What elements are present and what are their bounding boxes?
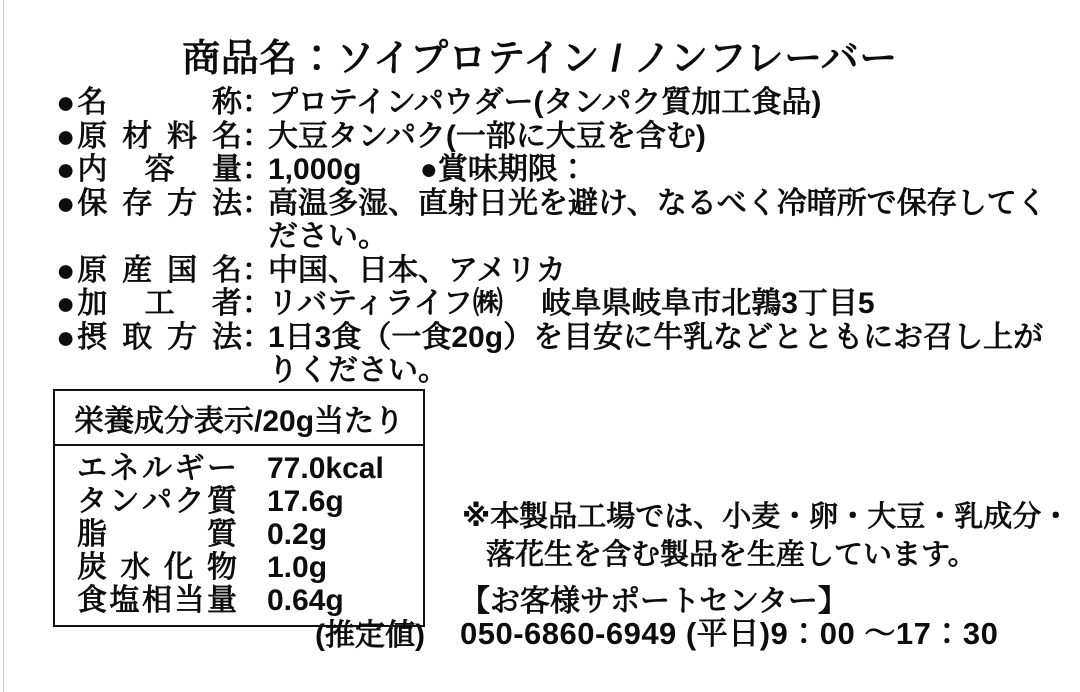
product-title: 商品名：ソイプロテイン / ノンフレーバー: [182, 38, 898, 80]
row-value: [268, 321, 1074, 388]
bullet-icon: ●: [56, 285, 76, 321]
row-label: [56, 84, 272, 120]
allergen-notice: [462, 498, 1072, 574]
label-colon: ：: [242, 253, 272, 287]
bullet-icon: ●: [56, 117, 76, 154]
row-value-line: 中国、日本、アメリカ: [268, 253, 566, 287]
info-row-origin: [56, 251, 1074, 288]
bullet-icon: ●: [56, 251, 76, 288]
row-value: [268, 86, 1074, 120]
row-value-line: 大豆タンパク(一部に大豆を含む): [268, 119, 706, 153]
bullet-icon: ●: [56, 84, 76, 120]
allergen-notice-line: ※本製品工場では、小麦・卵・大豆・乳成分・: [462, 501, 1071, 533]
label-colon: ：: [242, 320, 272, 354]
label-colon: ：: [242, 119, 272, 153]
row-label: [56, 285, 272, 321]
label-colon: ：: [242, 186, 272, 220]
expiry-date-label: ●賞味期限：: [419, 153, 588, 186]
nutrient-name: タ ン パ ク 質: [77, 485, 237, 518]
row-value-line: 高温多湿、直射日光を避け、なるべく冷暗所で保存してく: [268, 186, 1047, 220]
row-value-line: 1日3食（一食20g）を目安に牛乳などとともにお召し上が: [268, 320, 1044, 354]
row-value-line: プロテインパウダー(タンパク質加工食品): [268, 86, 822, 119]
nutrient-name: エ ネ ル ギ ー: [77, 452, 237, 485]
row-value-line: リバティライフ㈱ 岐阜県岐阜市北鶉3丁目5: [268, 287, 875, 320]
row-label-text: 原 産 国 名: [77, 253, 242, 287]
info-row-processor: [56, 287, 1074, 321]
bullet-icon: ●: [56, 318, 76, 355]
row-label-text: 加 工 者: [77, 287, 242, 320]
product-info-list: [56, 86, 1074, 388]
nutrition-table-body: [55, 446, 423, 625]
nutrient-value: 77.0kcal: [267, 452, 384, 485]
row-value: [268, 287, 1074, 321]
support-phone-number: 050-6860-6949 (平日)9：00 ～17：30: [460, 616, 999, 651]
row-label-text: 保 存 方 法: [77, 186, 242, 220]
row-label-text: 原 材 料 名: [77, 119, 242, 153]
nutrient-name: 脂 質: [77, 518, 237, 551]
nutrition-row-energy: [55, 452, 423, 485]
row-label: [56, 151, 272, 187]
nutrition-row-protein: [55, 485, 423, 518]
row-label: [56, 184, 272, 221]
nutrition-row-carbohydrate: [55, 551, 423, 584]
bullet-icon: ●: [56, 151, 76, 187]
info-row-name: [56, 86, 1074, 120]
nutrition-table-header: 栄養成分表示/20g当たり: [55, 391, 423, 446]
row-label-text: 名 称: [77, 86, 242, 119]
nutrient-value: 17.6g: [267, 485, 344, 518]
row-value-line: ださい。: [268, 220, 388, 253]
nutrient-value: 1.0g: [267, 551, 328, 584]
label-colon: ：: [242, 86, 272, 119]
row-value: [268, 120, 1074, 154]
row-value-line: りください。: [268, 354, 448, 387]
info-row-directions: [56, 318, 1074, 388]
row-value: [268, 254, 1074, 288]
allergen-notice-line: 落花生を含む製品を生産しています。: [486, 539, 977, 571]
info-row-storage: [56, 184, 1074, 254]
row-label: [56, 318, 272, 355]
nutrient-name: 食 塩 相 当 量: [77, 584, 237, 617]
photo-edge-artifact: [3, 0, 4, 692]
row-label-text: 内 容 量: [77, 153, 242, 186]
row-value-line: 1,000g: [268, 153, 362, 186]
info-row-ingredients: [56, 117, 1074, 154]
row-label: [56, 251, 272, 288]
nutrient-value: 0.2g: [267, 518, 328, 551]
label-colon: ：: [242, 287, 272, 320]
row-value: [268, 187, 1074, 254]
bullet-icon: ●: [56, 184, 76, 221]
info-row-net-content: [56, 153, 1074, 187]
row-label-text: 摂 取 方 法: [77, 320, 242, 354]
nutrient-value: 0.64g: [267, 584, 344, 617]
nutrient-name: 炭 水 化 物: [77, 551, 237, 584]
nutrition-facts-table: [53, 389, 425, 627]
row-value: [268, 153, 1074, 187]
estimated-value-note: (推定値): [315, 619, 425, 652]
row-label: [56, 117, 272, 154]
support-center-heading: 【お客様サポートセンター】: [460, 585, 848, 618]
label-colon: ：: [242, 153, 272, 186]
nutrition-row-fat: [55, 518, 423, 551]
